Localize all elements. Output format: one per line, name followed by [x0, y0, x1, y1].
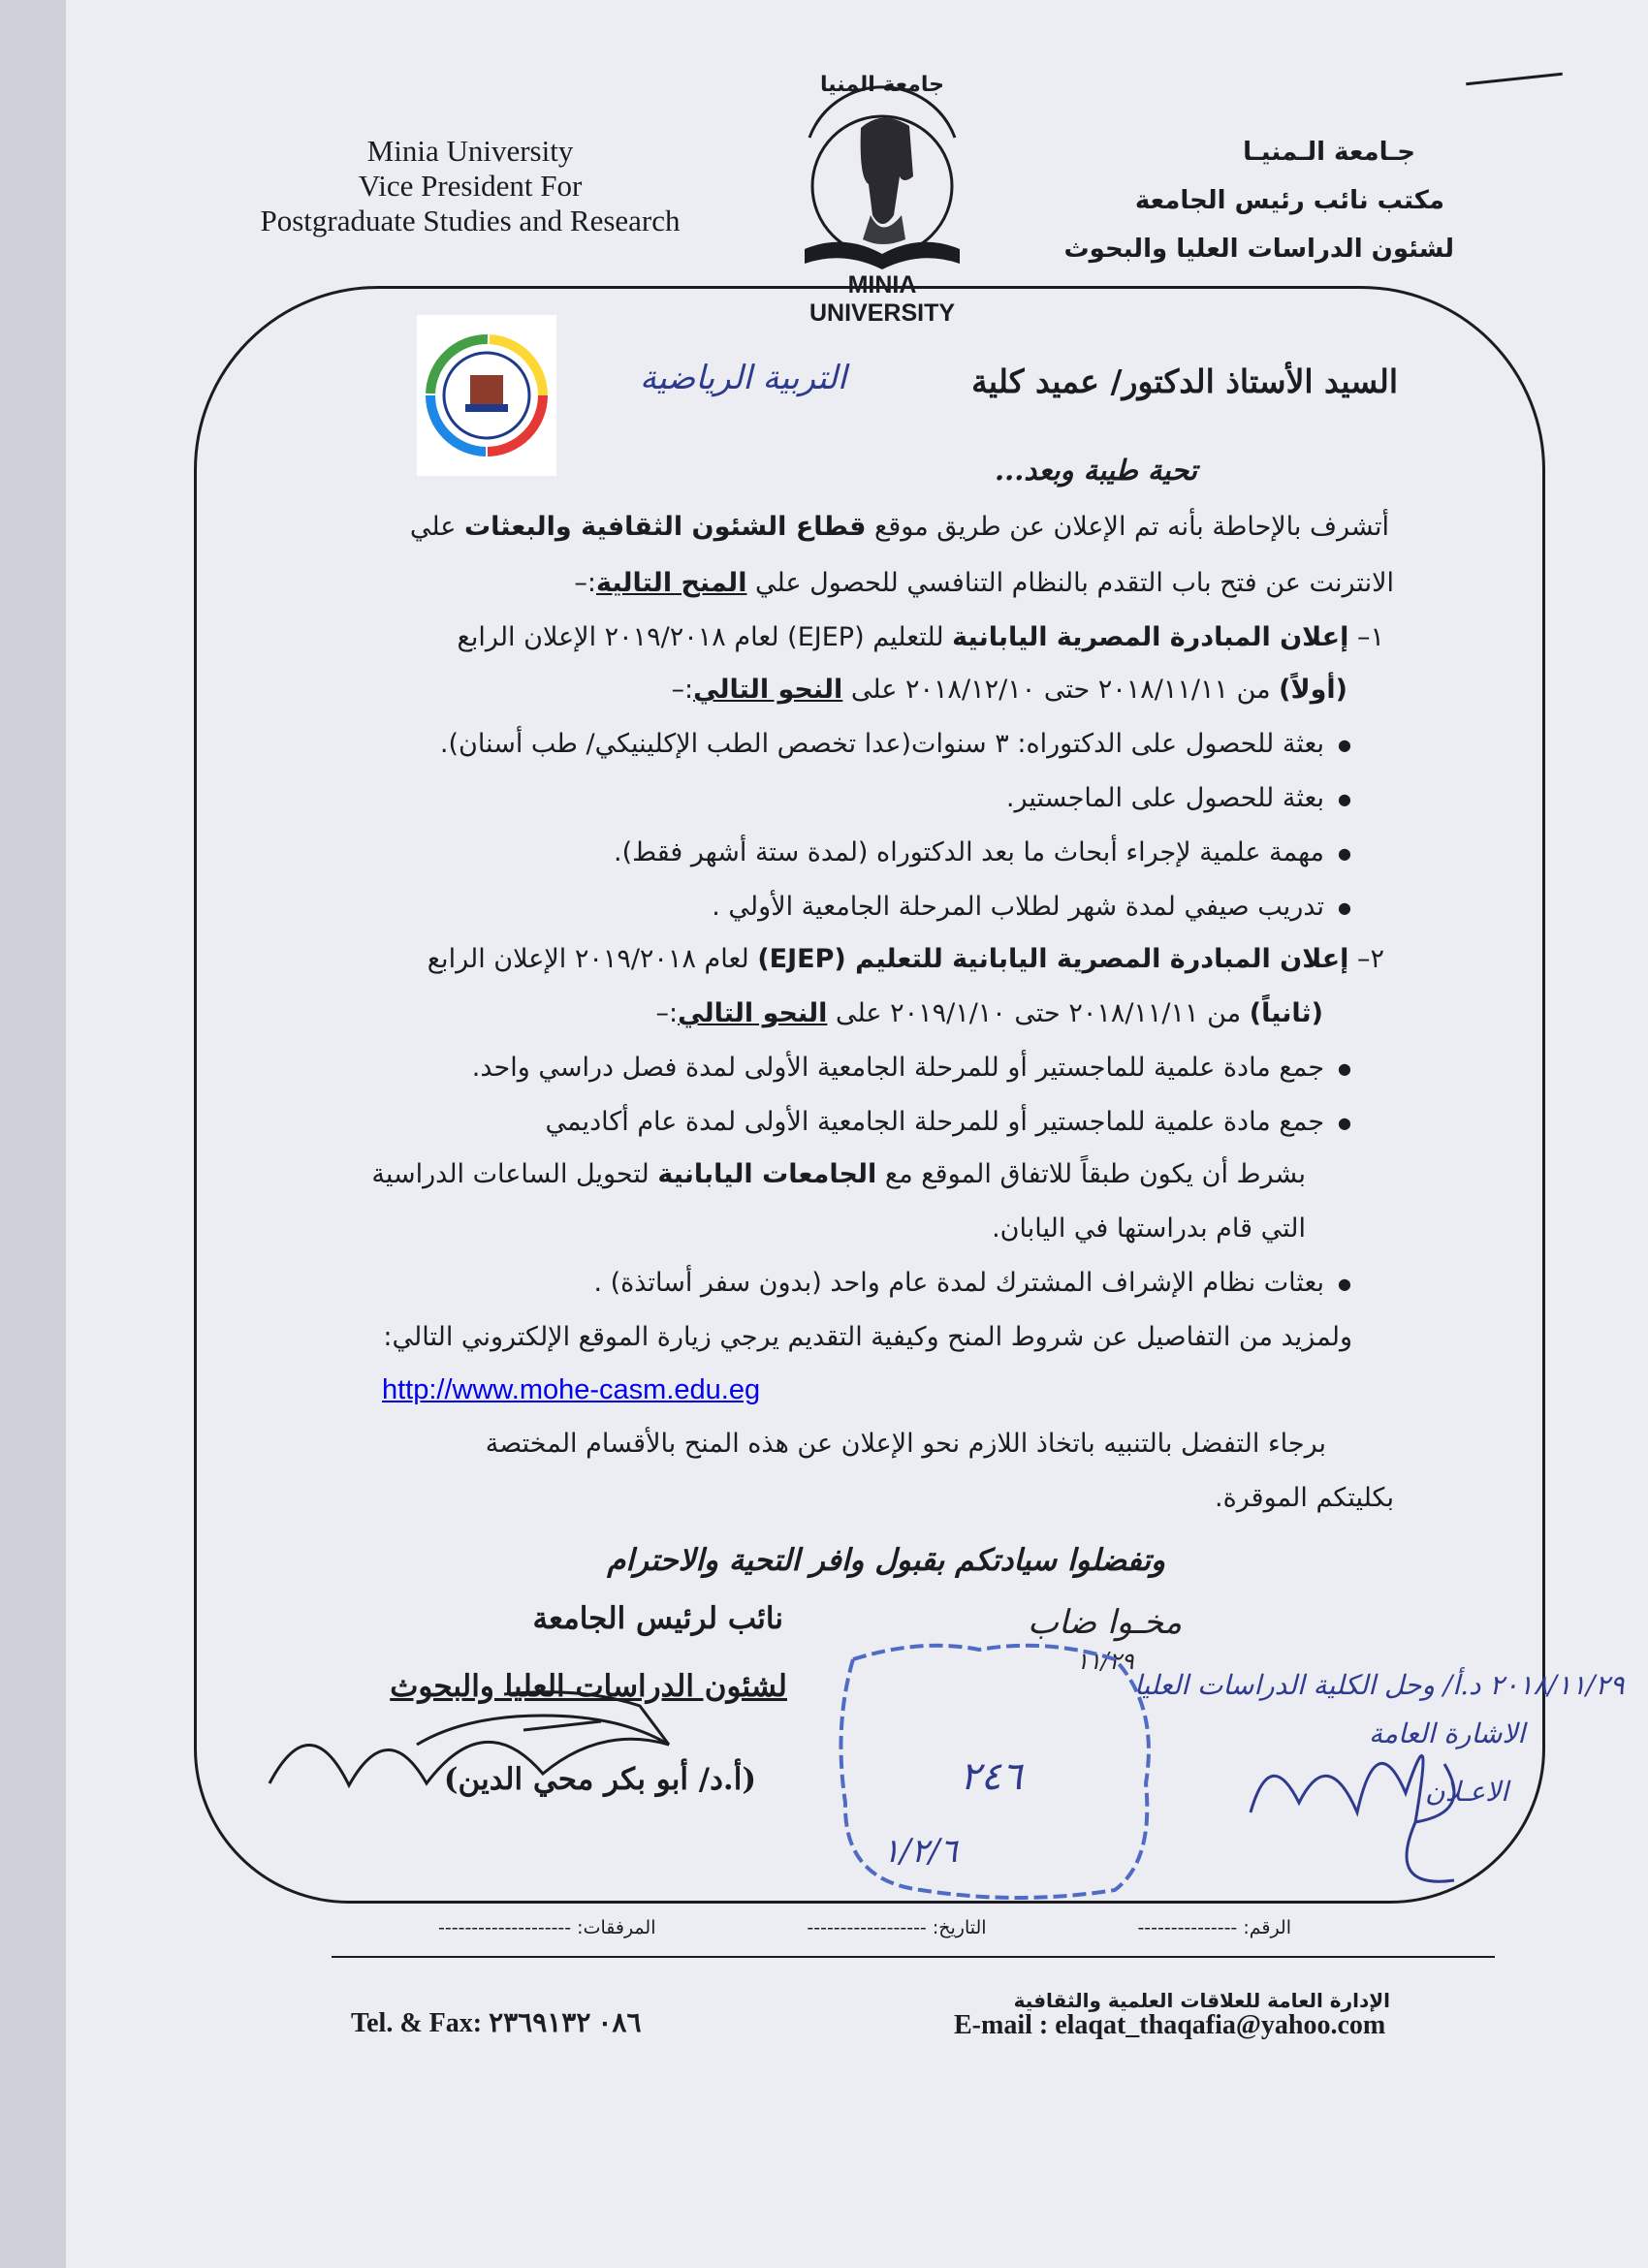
header-en-line: Minia University [366, 134, 574, 168]
item-2-bullet: ● بعثات نظام الإشراف المشترك لمدة عام واحد (بدون سفر أساتذة) . [593, 1268, 1351, 1298]
handwritten-note: الاشارة العامة [1369, 1717, 1526, 1749]
stamp-date: ١/٢/٦ [882, 1832, 958, 1871]
text-bold: (ثانياً) [1249, 998, 1323, 1028]
salutation: السيد الأستاذ الدكتور/ عميد كلية [971, 362, 1398, 400]
footer-email: E-mail : elaqat_thaqafia@yahoo.com [954, 2010, 1386, 2040]
handwritten-note: الاعـلان [1425, 1776, 1508, 1808]
registration-stamp-outline [841, 1646, 1149, 1898]
text-bold-underlined: النحو التالي [678, 998, 828, 1028]
footer-attachments-field: المرفقات: -------------------- [438, 1917, 656, 1938]
footer-tel: Tel. & Fax: ٠٨٦ ٢٣٦٩١٣٢ [351, 2008, 642, 2038]
handwritten-note: مخـوا ضاب [1028, 1603, 1183, 1642]
website-link[interactable]: http://www.mohe-casm.edu.eg [382, 1374, 761, 1405]
stamp-number: ٢٤٦ [960, 1754, 1023, 1799]
crest-label: MINIA UNIVERSITY [777, 271, 987, 328]
text: للتعليم (EJEP) لعام ٢٠١٩/٢٠١٨ الإعلان الرابع [457, 622, 953, 652]
text: لعام ٢٠١٩/٢٠١٨ الإعلان الرابع [427, 944, 758, 974]
request-line-1: برجاء التفضل بالتنبيه باتخاذ اللازم نحو الإعلان عن هذه المنح بالأقسام المختصة [485, 1429, 1326, 1459]
footer-divider [332, 1956, 1495, 1958]
signature-stroke [269, 1716, 669, 1785]
faculty-name-handwritten: التربية الرياضية [640, 359, 847, 397]
header-en-line: Postgraduate Studies and Research [260, 204, 681, 237]
footer-fields [438, 1917, 1291, 1938]
text-bold: إعلان المبادرة المصرية اليابانية [952, 622, 1349, 652]
item-1-bullet: ● بعثة للحصول على الدكتوراه: ٣ سنوات(عدا تخصص الطب الإكلينيكي/ طب أسنان). [440, 729, 1351, 759]
footer-number-field: الرقم: --------------- [1137, 1917, 1291, 1938]
header-ar-line: مكتب نائب رئيس الجامعة [1134, 186, 1444, 215]
footer-department: الإدارة العامة للعلاقات العلمية والثقافية [1013, 1989, 1390, 2012]
signatory-title-2: لشئون الدراسات العليا والبحوث [390, 1669, 787, 1704]
text: أتشرف بالإحاطة بأنه تم الإعلان عن طريق موقع [866, 512, 1389, 542]
text-bold: (أولاً) [1279, 675, 1347, 705]
handwritten-signature [1251, 1755, 1454, 1881]
request-line-2: بكليتكم الموقرة. [1215, 1483, 1394, 1513]
text-bold: إعلان المبادرة المصرية اليابانية للتعليم (EJEP) [757, 944, 1349, 974]
text: ٢– [1348, 944, 1384, 974]
signatory-title-1: نائب لرئيس الجامعة [532, 1601, 783, 1636]
handwritten-note: ٢٠١٨/١١/٢٩ د.أ/ وحل الكلية الدراسات العليا [1134, 1669, 1625, 1701]
details-text: ولمزيد من التفاصيل عن شروط المنح وكيفية التقديم يرجي زيارة الموقع الإلكتروني التالي: [383, 1322, 1352, 1352]
text-bold-underlined: النحو التالي [693, 675, 843, 705]
crest-arabic-text: جامعة المنيا [820, 73, 944, 97]
text: الانترنت عن فتح باب التقدم بالنظام التنافسي للحصول علي [746, 568, 1394, 598]
text-bold: الجامعات اليابانية [657, 1159, 877, 1189]
header-ar-line: جـامعة الـمنيـا [1243, 138, 1415, 167]
closing-line: وتفضلوا سيادتكم بقبول وافر التحية والاحترام [607, 1543, 1165, 1578]
header-en-line: Vice President For [358, 169, 583, 203]
text: من ٢٠١٨/١١/١١ حتى ٢٠١٨/١٢/١٠ على [842, 675, 1280, 705]
text: من ٢٠١٨/١١/١١ حتى ٢٠١٩/١/١٠ على [827, 998, 1250, 1028]
text: علي [409, 512, 464, 542]
text-bold-underlined: المنح التالية [595, 568, 747, 598]
greeting: تحية طيبة وبعد... [995, 454, 1197, 487]
text: لتحويل الساعات الدراسية [371, 1159, 658, 1189]
item-2-bullet: ● جمع مادة علمية للماجستير أو للمرحلة الجامعية الأولى لمدة فصل دراسي واحد. [472, 1053, 1351, 1083]
text: :– [671, 675, 694, 705]
handwritten-note: ١١/٢٩ [1076, 1648, 1134, 1675]
text: بشرط أن يكون طبقاً للاتفاق الموقع مع [876, 1159, 1306, 1189]
item-1-bullet: ● بعثة للحصول على الماجستير. [1006, 783, 1351, 813]
footer-date-field: التاريخ: ------------------ [807, 1917, 987, 1938]
text: :– [574, 568, 596, 598]
item-1-bullet: ● تدريب صيفي لمدة شهر لطلاب المرحلة الجامعية الأولي . [712, 892, 1351, 922]
text-bold: قطاع الشئون الثقافية والبعثات [463, 512, 867, 542]
text: ١– [1348, 622, 1384, 652]
text: :– [655, 998, 679, 1028]
item-2-bullet: ● جمع مادة علمية للماجستير أو للمرحلة الجامعية الأولى لمدة عام أكاديمي [546, 1107, 1352, 1137]
header-ar-line: لشئون الدراسات العليا والبحوث [1063, 235, 1454, 264]
item-1-bullet: ● مهمة علمية لإجراء أبحاث ما بعد الدكتوراه (لمدة ستة أشهر فقط). [614, 837, 1351, 867]
item-2-condition-cont: التي قام بدراستها في اليابان. [992, 1213, 1306, 1244]
signatory-name: (أ.د/ أبو بكر محي الدين) [443, 1762, 756, 1797]
